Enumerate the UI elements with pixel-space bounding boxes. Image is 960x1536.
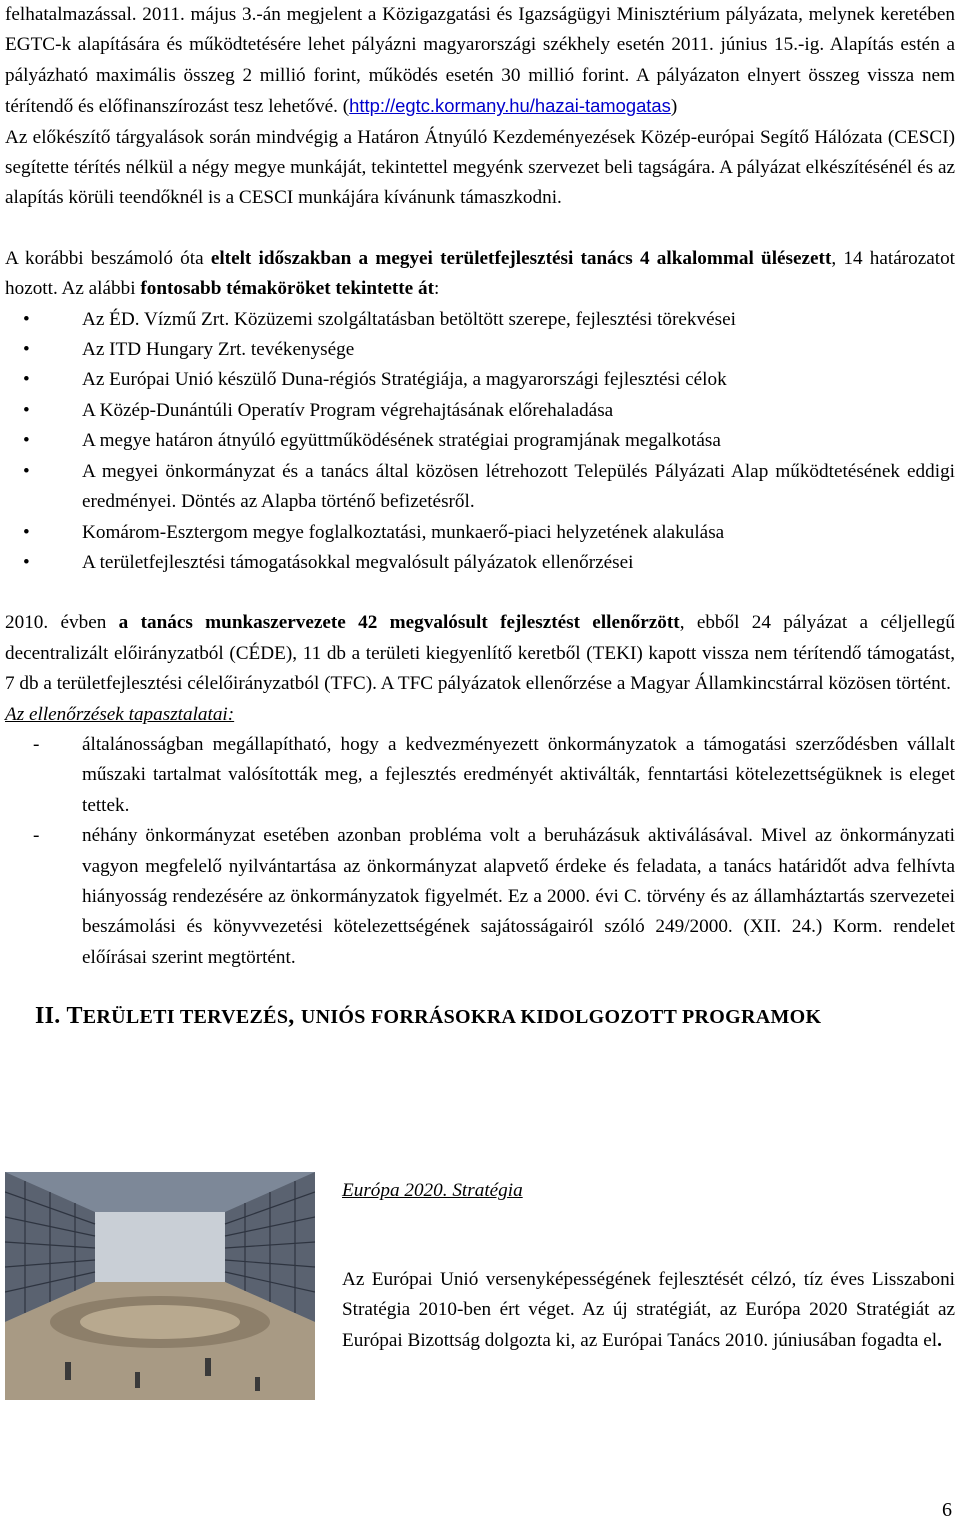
section-word1-rest: ERÜLETI TERVEZÉS: [82, 1006, 289, 1029]
list-item-text: Az Európai Unió készülő Duna-régiós Stratégiája, a magyarországi fejlesztési célok: [82, 369, 727, 391]
intro-text: felhatalmazással. 2011. május 3.-án megjelent a Közigazgatási és Igazságügyi Minisztérium pályázata, melynek keretében EGTC-k alapítására és működtetésére lehet pályázni magyarországi székhely esetén 2011. június 15.-ig. Alapítás estén a pályázható maximális összeg 2 millió forint, működés esetén 30 millió forint. A pályázaton elnyert összeg vissza nem térítendő és előfinanszírozást tesz lehetővé. (: [5, 4, 955, 118]
section-separator: ,: [288, 1003, 301, 1030]
council-text-e: :: [433, 278, 440, 300]
egtc-link[interactable]: http://egtc.kormany.hu/hazai-tamogatas: [349, 95, 671, 117]
bullet-icon: •: [23, 308, 30, 330]
dash-marker: -: [33, 825, 40, 847]
audit-text-bold: a tanács munkaszervezete 42 megvalósult fejlesztést ellenőrzött: [118, 612, 680, 634]
list-item-text: A megyei önkormányzat és a tanács által közösen létrehozott Település Pályázati Alap működtetésének eddigi eredményei. Döntés az Alapba történő befizetésről.: [82, 460, 955, 513]
list-item: [5, 821, 955, 973]
list-item: [5, 730, 955, 821]
list-item: [5, 426, 955, 456]
list-item-text: A területfejlesztési támogatásokkal megvalósult pályázatok ellenőrzései: [82, 551, 634, 573]
council-topics-list: [5, 305, 955, 579]
bullet-icon: •: [23, 399, 30, 421]
europe-2020-title: Európa 2020. Stratégia: [342, 1180, 523, 1201]
europe-2020-text-block: [342, 1265, 955, 1356]
audit-text-c: , ebből 24 pályázat a céljellegű decentralizált előirányzatból (CÉDE), 11 db a területi kiegyenlítő keretből (TEKI) kapott vissza nem térítendő támogatást, 7 db a területfejlesztési célelőirányzatból (TFC). A TFC pályázatok ellenőrzése a Magyar Államkincstárral közösen történt.: [5, 612, 955, 695]
intro-paragraph-2: Az előkészítő tárgyalások során mindvégig a Határon Átnyúló Kezdeményezések Közép-európai Segítő Hálózata (CESCI) segítette térítés nélkül a négy megye munkáját, tekintettel megyénk szervezet beli tagságára. A pályázat elkészítésénél és az alapítás körüli teendőknél is a CESCI munkájára kívánunk támaszkodni.: [5, 126, 955, 209]
list-item-text: Komárom-Esztergom megye foglalkoztatási, munkaerő-piaci helyzetének alakulása: [82, 521, 725, 543]
europe-2020-text-end: .: [937, 1329, 942, 1351]
audit-findings-list: [5, 730, 955, 973]
intro-paragraph-1: [5, 0, 955, 123]
list-item-text: Az ÉD. Vízmű Zrt. Közüzemi szolgáltatásban betöltött szerepe, fejlesztési törekvései: [82, 308, 736, 330]
list-item-text: A megye határon átnyúló együttműködésének stratégiai programjának megalkotása: [82, 430, 721, 452]
council-text-bold-2: fontosabb témaköröket tekintette át: [140, 278, 434, 300]
list-item: [5, 365, 955, 395]
europe-2020-paragraph: [342, 1265, 955, 1356]
section-numeral: II.: [35, 1003, 67, 1030]
list-item: [5, 305, 955, 335]
list-item: [5, 457, 955, 518]
list-item: [5, 548, 955, 578]
council-text-a: A korábbi beszámoló óta: [5, 247, 211, 269]
audit-text-a: 2010. évben: [5, 612, 119, 634]
list-item-text: Az ITD Hungary Zrt. tevékenysége: [82, 339, 355, 361]
audit-subheading: Az ellenőrzések tapasztalatai:: [5, 703, 235, 725]
section-heading: [35, 1001, 955, 1032]
list-item-text: néhány önkormányzat esetében azonban probléma volt a beruházásuk aktiválásával. Mivel az önkormányzati vagyon megfelelő nyilvántartása az önkormányzat alapvető érdeke és feladata, a tanács határidőt adva felhívta hiányosság rendezésére az önkormányzatok figyelmét. Ez a 2000. évi C. törvény és az államháztartás szervezetei beszámolási és könyvvezetési kötelezettségének sajátosságairól szóló 249/2000. (XII. 24.) Korm. rendelet előírásai szerint megtörtént.: [82, 825, 955, 968]
page-number: 6: [942, 1499, 952, 1521]
parliament-building-photo: [5, 1172, 315, 1400]
bullet-icon: •: [23, 460, 30, 482]
list-item: [5, 518, 955, 548]
audit-paragraph: [5, 608, 955, 699]
list-item-text: általánosságban megállapítható, hogy a kedvezményezett önkormányzatok a támogatási szerződésben vállalt műszaki tartalmat valósították meg, a fejlesztés eredményét aktiválták, fenntartási kötelezettségüknek is eleget tettek.: [82, 733, 955, 816]
list-item-text: A Közép-Dunántúli Operatív Program végrehajtásának előrehaladása: [82, 399, 614, 421]
dash-marker: -: [33, 733, 40, 755]
building-illustration: [5, 1172, 315, 1400]
europe-2020-title-block: [342, 1176, 955, 1206]
council-text-bold-1: eltelt időszakban a megyei területfejlesztési tanács 4 alkalommal ülésezett: [210, 247, 832, 269]
bullet-icon: •: [23, 369, 30, 391]
list-item: [5, 335, 955, 365]
section-word1-cap: T: [66, 1003, 83, 1030]
intro-text-close: ): [670, 96, 678, 118]
bullet-icon: •: [23, 521, 30, 543]
bullet-icon: •: [23, 551, 30, 573]
council-paragraph: [5, 244, 955, 305]
list-item: [5, 396, 955, 426]
bullet-icon: •: [23, 339, 30, 361]
section-word2-rest: UNIÓS FORRÁSOKRA KIDOLGOZOTT PROGRAMOK: [300, 1006, 822, 1029]
bullet-icon: •: [23, 430, 30, 452]
council-text-c: , 14 határozatot hozott. Az alábbi: [5, 247, 956, 300]
document-page: [5, 0, 955, 1033]
europe-2020-text: Az Európai Unió versenyképességének fejlesztését célzó, tíz éves Lisszaboni Stratégia 2010-ben ért véget. Az új stratégiát, az Európa 2020 Stratégiát az Európai Bizottság dolgozta ki, az Európai Tanács 2010. júniusában fogadta el: [342, 1269, 955, 1351]
